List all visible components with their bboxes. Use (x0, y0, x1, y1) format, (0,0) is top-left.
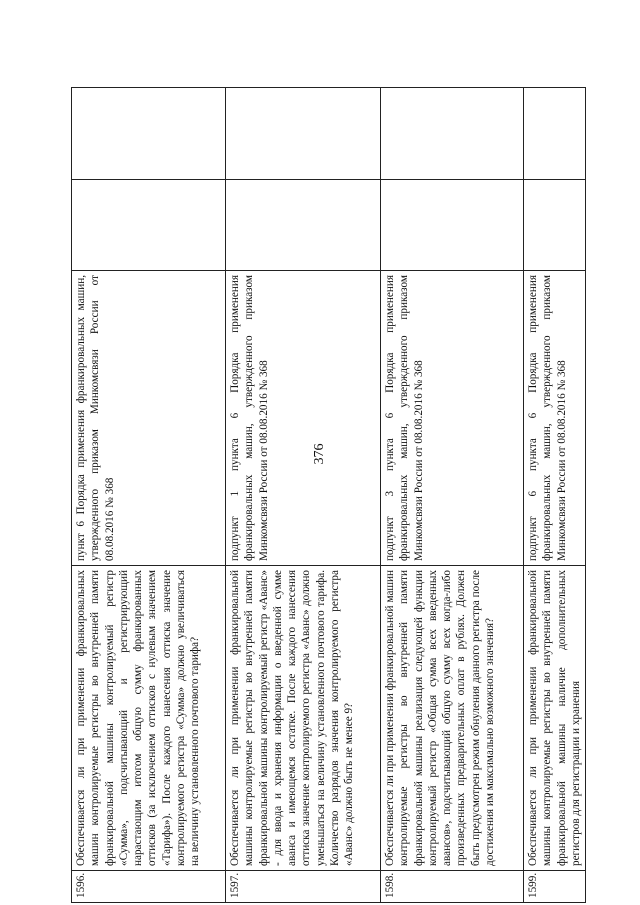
reference-cell: подпункт 3 пункта 6 Порядка применения франкировальных машин, утвержденного приказом Минкомсвязи России от 08.08.2016 № 368 (381, 271, 524, 566)
reference-cell: подпункт 6 пункта 6 Порядка применения франкировальных машин, утвержденного приказом Минкомсвязи России от 08.08.2016 № 368 (524, 271, 586, 566)
reference-cell: подпункт 1 пункта 6 Порядка применения франкировальных машин, утвержденного приказом Минкомсвязи России от 08.08.2016 № 368 (226, 271, 381, 566)
checklist-table (71, 87, 586, 903)
empty-cell (381, 180, 524, 271)
question-cell: Обеспечивается ли при применении франкировальной машины контролируемые регистры во внутренней памяти франкировальной машины контролируемый регистр «Аванс» - для ввода и хранения информации о введенной сумме аванса и имеющемся остатке. После каждого нанесения оттиска значение контролируемого регистра «Аванс» должно уменьшаться на величину установленного почтового тарифа. Количество разрядов значения контролируемого регистра «Аванс» должно быть не менее 9? (226, 566, 381, 871)
question-cell: Обеспечивается ли при применении франкировальной машин контролируемые регистры во внутренней памяти франкировальной машины реализация следующей функции контролируемый регистр «Общая сумма всех введенных авансов», подсчитывающий общую сумму всех когда-либо произведенных предварительных оплат в рублях. Должен быть предусмотрен режим обнуления данного регистра после достижения им максимально возможного значения? (381, 566, 524, 871)
reference-cell: пункт 6 Порядка применения франкировальных машин, утвержденного приказом Минкомсвязи России от 08.08.2016 № 368 (72, 271, 226, 566)
row-number: 1596. (72, 871, 226, 903)
empty-cell (72, 180, 226, 271)
empty-cell (381, 88, 524, 180)
row-number: 1599. (524, 871, 586, 903)
page-number: 376 (312, 443, 327, 465)
question-cell: Обеспечивается ли при применении франкировальной машины контролируемые регистры во внутренней памяти франкировальной машины наличие дополнительных регистров для регистрации и хранения (524, 566, 586, 871)
empty-cell (524, 88, 586, 180)
table-row (226, 88, 381, 903)
row-number: 1598. (381, 871, 524, 903)
checklist-table-wrapper (71, 88, 582, 903)
empty-cell (226, 180, 381, 271)
table-row (72, 88, 226, 903)
row-number: 1597. (226, 871, 381, 903)
empty-cell (72, 88, 226, 180)
empty-cell (524, 180, 586, 271)
empty-cell (226, 88, 381, 180)
table-row (381, 88, 524, 903)
table-row (524, 88, 586, 903)
question-cell: Обеспечивается ли при применении франкировальных машин контролируемые регистры во внутренней памяти франкировальной машины контролируемый регистр «Сумма», подсчитывающий и регистрирующий нарастающим итогом общую сумму франкированных оттисков (за исключением оттисков с нулевым значением «Тарифа»). После каждого нанесения оттиска значение контролируемого регистра «Сумма» должно увеличиваться на величину установленного почтового тарифа? (72, 566, 226, 871)
